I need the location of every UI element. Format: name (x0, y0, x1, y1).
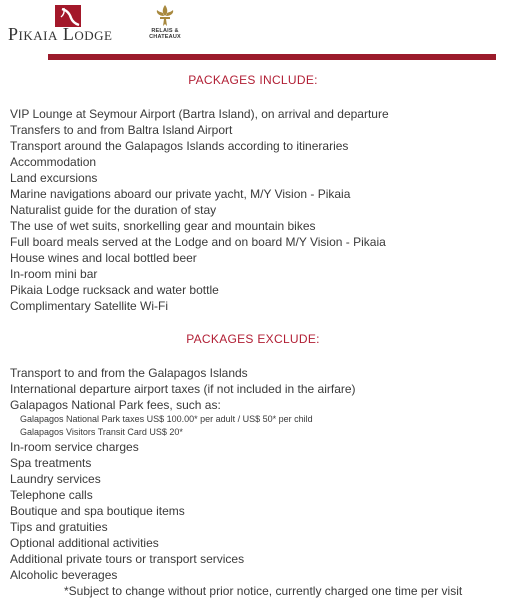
list-item: Marine navigations aboard our private yacht, M/Y Vision - Pikaia (10, 187, 351, 201)
fleur-de-lis-icon (153, 4, 177, 28)
list-item: Alcoholic beverages (10, 568, 118, 582)
list-item: Galapagos National Park fees, such as: (10, 398, 221, 412)
list-item: Transport to and from the Galapagos Islands (10, 366, 248, 380)
list-item: Boutique and spa boutique items (10, 504, 185, 518)
list-item: In-room service charges (10, 440, 139, 454)
list-item: Laundry services (10, 472, 101, 486)
list-item: Accommodation (10, 155, 97, 169)
list-subitem: Galapagos Visitors Transit Card US$ 20* (20, 427, 183, 437)
list-item: International departure airport taxes (if not included in the airfare) (10, 382, 356, 396)
list-item: In-room mini bar (10, 267, 98, 281)
excludes-title: PACKAGES EXCLUDE: (186, 332, 320, 346)
relais-chateaux-logo (147, 4, 183, 40)
list-item: Additional private tours or transport services (10, 552, 245, 566)
list-item: Complimentary Satellite Wi-Fi (10, 299, 169, 313)
list-item: Full board meals served at the Lodge and on board M/Y Vision - Pikaia (10, 235, 386, 249)
includes-list (10, 106, 389, 314)
list-item: Transfers to and from Baltra Island Airport (10, 123, 233, 137)
list-item: Naturalist guide for the duration of stay (10, 203, 217, 217)
list-item: The use of wet suits, snorkelling gear and mountain bikes (10, 219, 316, 233)
header-rule (48, 54, 496, 60)
list-item: Telephone calls (10, 488, 93, 502)
partner-line-2: CHATEAUX (149, 34, 181, 40)
includes-title: PACKAGES INCLUDE: (188, 73, 318, 87)
logo-wordmark: Pikaia Lodge (8, 24, 113, 44)
page-header (0, 0, 506, 62)
list-item: Spa treatments (10, 456, 92, 470)
list-item: Pikaia Lodge rucksack and water bottle (10, 283, 219, 297)
list-item: Land excursions (10, 171, 98, 185)
list-subitem: Galapagos National Park taxes US$ 100.00* per adult / US$ 50* per child (20, 414, 313, 424)
list-item: Transport around the Galapagos Islands according to itineraries (10, 139, 349, 153)
excludes-list (10, 365, 356, 583)
list-item: House wines and local bottled beer (10, 251, 197, 265)
list-item: VIP Lounge at Seymour Airport (Bartra Island), on arrival and departure (10, 107, 389, 121)
footnote: *Subject to change without prior notice, currently charged one time per visit (64, 584, 463, 598)
partner-line-1: RELAIS & (151, 28, 179, 34)
list-item: Optional additional activities (10, 536, 159, 550)
list-item: Tips and gratuities (10, 520, 108, 534)
